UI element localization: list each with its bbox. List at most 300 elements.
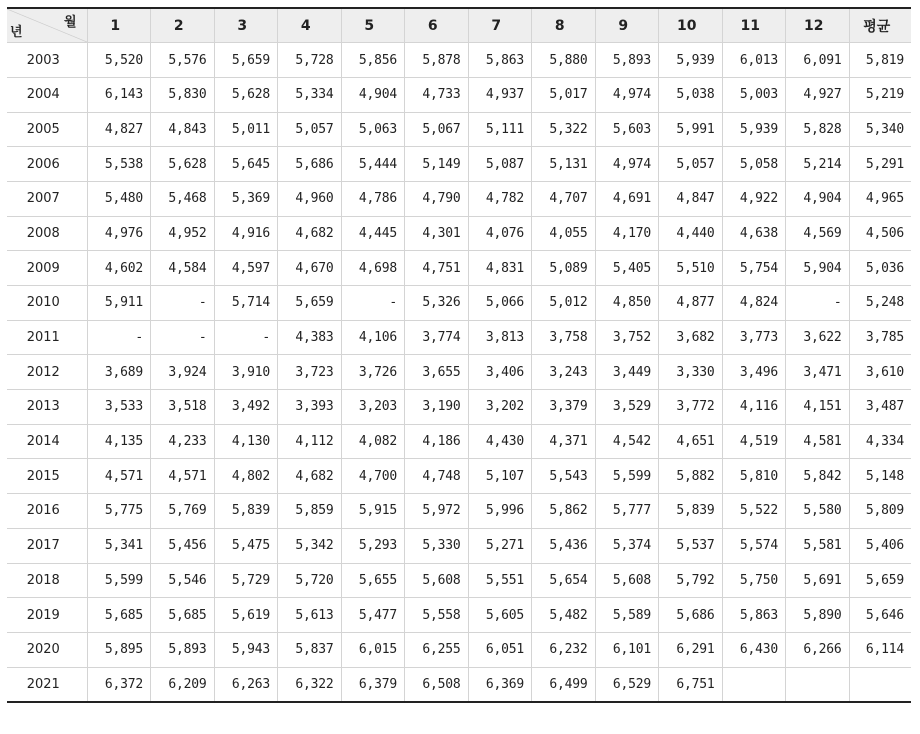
value-cell: 5,728 bbox=[278, 43, 342, 78]
average-cell: 5,148 bbox=[849, 459, 911, 494]
value-cell: 5,691 bbox=[786, 563, 850, 598]
value-cell: 4,877 bbox=[659, 286, 723, 321]
value-cell: - bbox=[151, 320, 215, 355]
year-cell: 2009 bbox=[7, 251, 87, 286]
value-cell: 5,837 bbox=[278, 632, 342, 667]
value-cell: 3,202 bbox=[468, 390, 532, 425]
value-cell: 4,581 bbox=[786, 424, 850, 459]
table-row bbox=[7, 424, 911, 459]
value-cell: 3,910 bbox=[214, 355, 278, 390]
value-cell: 4,383 bbox=[278, 320, 342, 355]
value-cell: 4,748 bbox=[405, 459, 469, 494]
table-row bbox=[7, 528, 911, 563]
value-cell: 4,937 bbox=[468, 77, 532, 112]
table-row bbox=[7, 251, 911, 286]
value-cell: - bbox=[151, 286, 215, 321]
year-cell: 2014 bbox=[7, 424, 87, 459]
value-cell: 4,112 bbox=[278, 424, 342, 459]
value-cell: 4,850 bbox=[595, 286, 659, 321]
value-cell: 4,602 bbox=[87, 251, 151, 286]
value-cell: 6,266 bbox=[786, 632, 850, 667]
table-row bbox=[7, 632, 911, 667]
table-row bbox=[7, 181, 911, 216]
value-cell: 3,758 bbox=[532, 320, 596, 355]
table-body bbox=[7, 43, 911, 702]
value-cell: 5,063 bbox=[341, 112, 405, 147]
value-cell: 5,839 bbox=[214, 494, 278, 529]
value-cell: 5,058 bbox=[722, 147, 786, 182]
value-cell: 5,686 bbox=[278, 147, 342, 182]
year-cell: 2004 bbox=[7, 77, 87, 112]
average-cell: 5,406 bbox=[849, 528, 911, 563]
value-cell: 6,255 bbox=[405, 632, 469, 667]
value-cell: 5,775 bbox=[87, 494, 151, 529]
value-cell: 5,293 bbox=[341, 528, 405, 563]
value-cell: 5,271 bbox=[468, 528, 532, 563]
value-cell: 4,186 bbox=[405, 424, 469, 459]
table-row bbox=[7, 494, 911, 529]
average-cell: 5,646 bbox=[849, 598, 911, 633]
value-cell: 5,720 bbox=[278, 563, 342, 598]
value-cell: 5,475 bbox=[214, 528, 278, 563]
value-cell: 5,862 bbox=[532, 494, 596, 529]
value-cell: 3,379 bbox=[532, 390, 596, 425]
value-cell: 3,518 bbox=[151, 390, 215, 425]
value-cell: 4,569 bbox=[786, 216, 850, 251]
value-cell: 4,802 bbox=[214, 459, 278, 494]
year-cell: 2006 bbox=[7, 147, 87, 182]
value-cell: 3,190 bbox=[405, 390, 469, 425]
value-cell: 4,904 bbox=[341, 77, 405, 112]
average-cell: 5,036 bbox=[849, 251, 911, 286]
value-cell: 4,922 bbox=[722, 181, 786, 216]
column-header-month: 10 bbox=[659, 8, 723, 43]
value-cell: 5,943 bbox=[214, 632, 278, 667]
table-row bbox=[7, 355, 911, 390]
value-cell: - bbox=[87, 320, 151, 355]
average-cell: 4,506 bbox=[849, 216, 911, 251]
value-cell: 5,750 bbox=[722, 563, 786, 598]
value-cell: 5,038 bbox=[659, 77, 723, 112]
value-cell: 5,017 bbox=[532, 77, 596, 112]
average-cell: 3,487 bbox=[849, 390, 911, 425]
value-cell: 3,773 bbox=[722, 320, 786, 355]
value-cell: 6,508 bbox=[405, 667, 469, 702]
value-cell: 5,574 bbox=[722, 528, 786, 563]
value-cell: 5,882 bbox=[659, 459, 723, 494]
average-cell: 5,340 bbox=[849, 112, 911, 147]
value-cell: 6,322 bbox=[278, 667, 342, 702]
value-cell: 4,698 bbox=[341, 251, 405, 286]
value-cell: 5,856 bbox=[341, 43, 405, 78]
value-cell: 3,471 bbox=[786, 355, 850, 390]
value-cell: 4,597 bbox=[214, 251, 278, 286]
value-cell: 5,012 bbox=[532, 286, 596, 321]
year-cell: 2003 bbox=[7, 43, 87, 78]
value-cell: 5,659 bbox=[214, 43, 278, 78]
value-cell: 5,613 bbox=[278, 598, 342, 633]
value-cell: 5,066 bbox=[468, 286, 532, 321]
column-header-month: 7 bbox=[468, 8, 532, 43]
value-cell: 3,243 bbox=[532, 355, 596, 390]
value-cell: 5,341 bbox=[87, 528, 151, 563]
year-cell: 2018 bbox=[7, 563, 87, 598]
year-cell: 2007 bbox=[7, 181, 87, 216]
value-cell: 4,371 bbox=[532, 424, 596, 459]
value-cell: 4,682 bbox=[278, 216, 342, 251]
year-cell: 2011 bbox=[7, 320, 87, 355]
average-cell: 4,965 bbox=[849, 181, 911, 216]
value-cell: 5,581 bbox=[786, 528, 850, 563]
value-cell: 4,135 bbox=[87, 424, 151, 459]
header-row bbox=[7, 8, 911, 43]
column-header-month: 8 bbox=[532, 8, 596, 43]
value-cell: 3,496 bbox=[722, 355, 786, 390]
value-cell: 5,436 bbox=[532, 528, 596, 563]
value-cell: 5,655 bbox=[341, 563, 405, 598]
value-cell: 3,924 bbox=[151, 355, 215, 390]
value-cell: 5,543 bbox=[532, 459, 596, 494]
average-cell: 3,610 bbox=[849, 355, 911, 390]
value-cell: 4,916 bbox=[214, 216, 278, 251]
value-cell: 5,769 bbox=[151, 494, 215, 529]
value-cell: 6,015 bbox=[341, 632, 405, 667]
value-cell: 5,405 bbox=[595, 251, 659, 286]
average-cell: 4,334 bbox=[849, 424, 911, 459]
average-cell: 5,659 bbox=[849, 563, 911, 598]
value-cell: 5,839 bbox=[659, 494, 723, 529]
value-cell: 6,499 bbox=[532, 667, 596, 702]
value-cell: 6,372 bbox=[87, 667, 151, 702]
value-cell: 5,468 bbox=[151, 181, 215, 216]
value-cell: 3,622 bbox=[786, 320, 850, 355]
value-cell: 4,571 bbox=[151, 459, 215, 494]
value-cell: 3,813 bbox=[468, 320, 532, 355]
year-cell: 2010 bbox=[7, 286, 87, 321]
average-cell: 5,248 bbox=[849, 286, 911, 321]
value-cell: 6,369 bbox=[468, 667, 532, 702]
value-cell: 6,430 bbox=[722, 632, 786, 667]
year-cell: 2012 bbox=[7, 355, 87, 390]
table-row bbox=[7, 563, 911, 598]
value-cell: 4,960 bbox=[278, 181, 342, 216]
column-header-month: 3 bbox=[214, 8, 278, 43]
value-cell: 5,608 bbox=[405, 563, 469, 598]
value-cell: 4,691 bbox=[595, 181, 659, 216]
value-cell: 5,599 bbox=[87, 563, 151, 598]
value-cell: 4,638 bbox=[722, 216, 786, 251]
table-row bbox=[7, 390, 911, 425]
value-cell: 4,440 bbox=[659, 216, 723, 251]
month-axis-label: 월 bbox=[63, 15, 77, 30]
value-cell: 3,492 bbox=[214, 390, 278, 425]
value-cell: 4,974 bbox=[595, 77, 659, 112]
value-cell: 5,214 bbox=[786, 147, 850, 182]
column-header-month: 9 bbox=[595, 8, 659, 43]
value-cell: 4,976 bbox=[87, 216, 151, 251]
value-cell: 5,893 bbox=[151, 632, 215, 667]
value-cell: 5,685 bbox=[87, 598, 151, 633]
value-cell: 5,904 bbox=[786, 251, 850, 286]
corner-header bbox=[7, 8, 87, 43]
value-cell: 4,301 bbox=[405, 216, 469, 251]
value-cell: 5,777 bbox=[595, 494, 659, 529]
average-cell: 5,291 bbox=[849, 147, 911, 182]
value-cell: 4,430 bbox=[468, 424, 532, 459]
value-cell: 3,533 bbox=[87, 390, 151, 425]
value-cell: 3,393 bbox=[278, 390, 342, 425]
value-cell: 5,087 bbox=[468, 147, 532, 182]
year-cell: 2016 bbox=[7, 494, 87, 529]
table-row bbox=[7, 598, 911, 633]
value-cell: 5,480 bbox=[87, 181, 151, 216]
value-cell: 6,091 bbox=[786, 43, 850, 78]
column-header-month: 5 bbox=[341, 8, 405, 43]
value-cell: 5,654 bbox=[532, 563, 596, 598]
year-cell: 2017 bbox=[7, 528, 87, 563]
value-cell: 6,379 bbox=[341, 667, 405, 702]
value-cell: 3,772 bbox=[659, 390, 723, 425]
average-cell: 6,114 bbox=[849, 632, 911, 667]
value-cell: 5,558 bbox=[405, 598, 469, 633]
value-cell: 5,522 bbox=[722, 494, 786, 529]
value-cell: 5,322 bbox=[532, 112, 596, 147]
column-header-month: 2 bbox=[151, 8, 215, 43]
value-cell: 4,831 bbox=[468, 251, 532, 286]
table-row bbox=[7, 286, 911, 321]
value-cell: 5,810 bbox=[722, 459, 786, 494]
value-cell: 5,893 bbox=[595, 43, 659, 78]
value-cell: - bbox=[214, 320, 278, 355]
table-row bbox=[7, 667, 911, 702]
value-cell: 5,369 bbox=[214, 181, 278, 216]
value-cell: 4,843 bbox=[151, 112, 215, 147]
value-cell: 4,584 bbox=[151, 251, 215, 286]
data-table-container bbox=[7, 7, 911, 703]
value-cell: 3,449 bbox=[595, 355, 659, 390]
value-cell: 5,792 bbox=[659, 563, 723, 598]
value-cell: 5,011 bbox=[214, 112, 278, 147]
value-cell: 4,542 bbox=[595, 424, 659, 459]
column-header-month: 12 bbox=[786, 8, 850, 43]
year-cell: 2005 bbox=[7, 112, 87, 147]
value-cell: 4,904 bbox=[786, 181, 850, 216]
value-cell: 5,939 bbox=[722, 112, 786, 147]
value-cell: 5,580 bbox=[786, 494, 850, 529]
value-cell: - bbox=[786, 286, 850, 321]
table-row bbox=[7, 320, 911, 355]
value-cell: 4,651 bbox=[659, 424, 723, 459]
year-axis-label: 년 bbox=[10, 25, 23, 41]
value-cell: 6,101 bbox=[595, 632, 659, 667]
value-cell: 5,003 bbox=[722, 77, 786, 112]
value-cell: 5,828 bbox=[786, 112, 850, 147]
value-cell: 4,055 bbox=[532, 216, 596, 251]
column-header-month: 1 bbox=[87, 8, 151, 43]
value-cell: 5,645 bbox=[214, 147, 278, 182]
value-cell: 5,628 bbox=[214, 77, 278, 112]
value-cell: 5,551 bbox=[468, 563, 532, 598]
value-cell: 5,608 bbox=[595, 563, 659, 598]
value-cell: 4,952 bbox=[151, 216, 215, 251]
value-cell: 4,151 bbox=[786, 390, 850, 425]
value-cell: 4,082 bbox=[341, 424, 405, 459]
value-cell: 4,076 bbox=[468, 216, 532, 251]
value-cell: 5,546 bbox=[151, 563, 215, 598]
value-cell: 5,991 bbox=[659, 112, 723, 147]
value-cell: 3,774 bbox=[405, 320, 469, 355]
value-cell: 6,209 bbox=[151, 667, 215, 702]
table-row bbox=[7, 43, 911, 78]
value-cell: 5,895 bbox=[87, 632, 151, 667]
value-cell: 5,482 bbox=[532, 598, 596, 633]
value-cell: 4,733 bbox=[405, 77, 469, 112]
value-cell: 3,330 bbox=[659, 355, 723, 390]
value-cell: 4,927 bbox=[786, 77, 850, 112]
value-cell: 5,107 bbox=[468, 459, 532, 494]
value-cell: 4,974 bbox=[595, 147, 659, 182]
value-cell: 4,700 bbox=[341, 459, 405, 494]
average-cell: 5,819 bbox=[849, 43, 911, 78]
value-cell: 5,477 bbox=[341, 598, 405, 633]
value-cell: 6,013 bbox=[722, 43, 786, 78]
value-cell: 3,203 bbox=[341, 390, 405, 425]
value-cell: 5,939 bbox=[659, 43, 723, 78]
value-cell: 5,589 bbox=[595, 598, 659, 633]
value-cell: 5,334 bbox=[278, 77, 342, 112]
value-cell: 5,863 bbox=[722, 598, 786, 633]
value-cell: 4,571 bbox=[87, 459, 151, 494]
value-cell: 5,863 bbox=[468, 43, 532, 78]
value-cell: 5,878 bbox=[405, 43, 469, 78]
value-cell: 4,170 bbox=[595, 216, 659, 251]
value-cell: 3,726 bbox=[341, 355, 405, 390]
year-cell: 2019 bbox=[7, 598, 87, 633]
value-cell: 5,859 bbox=[278, 494, 342, 529]
value-cell: 4,751 bbox=[405, 251, 469, 286]
value-cell: 4,233 bbox=[151, 424, 215, 459]
column-header-average: 평균 bbox=[849, 8, 911, 43]
value-cell: 6,143 bbox=[87, 77, 151, 112]
monthly-data-table bbox=[7, 7, 911, 703]
value-cell: 5,714 bbox=[214, 286, 278, 321]
value-cell: 3,723 bbox=[278, 355, 342, 390]
value-cell: 4,782 bbox=[468, 181, 532, 216]
table-row bbox=[7, 459, 911, 494]
table-row bbox=[7, 77, 911, 112]
value-cell: 4,130 bbox=[214, 424, 278, 459]
value-cell: 3,655 bbox=[405, 355, 469, 390]
value-cell: 5,880 bbox=[532, 43, 596, 78]
value-cell bbox=[722, 667, 786, 702]
value-cell: - bbox=[341, 286, 405, 321]
value-cell: 5,603 bbox=[595, 112, 659, 147]
value-cell: 5,067 bbox=[405, 112, 469, 147]
value-cell: 6,751 bbox=[659, 667, 723, 702]
value-cell: 4,116 bbox=[722, 390, 786, 425]
value-cell: 5,111 bbox=[468, 112, 532, 147]
value-cell: 5,057 bbox=[659, 147, 723, 182]
value-cell: 5,326 bbox=[405, 286, 469, 321]
column-header-month: 11 bbox=[722, 8, 786, 43]
year-cell: 2013 bbox=[7, 390, 87, 425]
value-cell: 5,510 bbox=[659, 251, 723, 286]
average-cell: 3,785 bbox=[849, 320, 911, 355]
value-cell: 5,149 bbox=[405, 147, 469, 182]
value-cell: 3,682 bbox=[659, 320, 723, 355]
value-cell: 4,827 bbox=[87, 112, 151, 147]
value-cell: 6,291 bbox=[659, 632, 723, 667]
value-cell: 4,847 bbox=[659, 181, 723, 216]
value-cell: 3,529 bbox=[595, 390, 659, 425]
value-cell: 3,689 bbox=[87, 355, 151, 390]
year-cell: 2021 bbox=[7, 667, 87, 702]
value-cell: 4,670 bbox=[278, 251, 342, 286]
value-cell: 5,659 bbox=[278, 286, 342, 321]
value-cell: 5,131 bbox=[532, 147, 596, 182]
value-cell: 5,330 bbox=[405, 528, 469, 563]
value-cell: 5,619 bbox=[214, 598, 278, 633]
value-cell: 4,786 bbox=[341, 181, 405, 216]
value-cell: 5,576 bbox=[151, 43, 215, 78]
value-cell: 4,824 bbox=[722, 286, 786, 321]
value-cell: 5,089 bbox=[532, 251, 596, 286]
value-cell: 4,682 bbox=[278, 459, 342, 494]
value-cell: 5,342 bbox=[278, 528, 342, 563]
year-cell: 2015 bbox=[7, 459, 87, 494]
table-row bbox=[7, 216, 911, 251]
table-row bbox=[7, 147, 911, 182]
value-cell: 5,830 bbox=[151, 77, 215, 112]
value-cell: 4,519 bbox=[722, 424, 786, 459]
value-cell: 4,707 bbox=[532, 181, 596, 216]
value-cell: 5,057 bbox=[278, 112, 342, 147]
value-cell: 5,538 bbox=[87, 147, 151, 182]
value-cell: 6,263 bbox=[214, 667, 278, 702]
value-cell: 5,842 bbox=[786, 459, 850, 494]
value-cell: 5,890 bbox=[786, 598, 850, 633]
value-cell: 3,406 bbox=[468, 355, 532, 390]
table-row bbox=[7, 112, 911, 147]
value-cell: 6,051 bbox=[468, 632, 532, 667]
value-cell: 5,520 bbox=[87, 43, 151, 78]
year-cell: 2020 bbox=[7, 632, 87, 667]
value-cell: 4,106 bbox=[341, 320, 405, 355]
average-cell bbox=[849, 667, 911, 702]
value-cell: 3,752 bbox=[595, 320, 659, 355]
column-header-month: 4 bbox=[278, 8, 342, 43]
average-cell: 5,219 bbox=[849, 77, 911, 112]
value-cell: 5,911 bbox=[87, 286, 151, 321]
value-cell: 4,445 bbox=[341, 216, 405, 251]
value-cell: 5,599 bbox=[595, 459, 659, 494]
column-header-month: 6 bbox=[405, 8, 469, 43]
value-cell: 5,456 bbox=[151, 528, 215, 563]
value-cell: 5,996 bbox=[468, 494, 532, 529]
value-cell: 5,915 bbox=[341, 494, 405, 529]
value-cell: 5,444 bbox=[341, 147, 405, 182]
value-cell: 6,232 bbox=[532, 632, 596, 667]
value-cell: 5,374 bbox=[595, 528, 659, 563]
value-cell: 6,529 bbox=[595, 667, 659, 702]
year-cell: 2008 bbox=[7, 216, 87, 251]
value-cell bbox=[786, 667, 850, 702]
value-cell: 5,685 bbox=[151, 598, 215, 633]
value-cell: 5,628 bbox=[151, 147, 215, 182]
value-cell: 5,729 bbox=[214, 563, 278, 598]
value-cell: 5,537 bbox=[659, 528, 723, 563]
value-cell: 4,790 bbox=[405, 181, 469, 216]
